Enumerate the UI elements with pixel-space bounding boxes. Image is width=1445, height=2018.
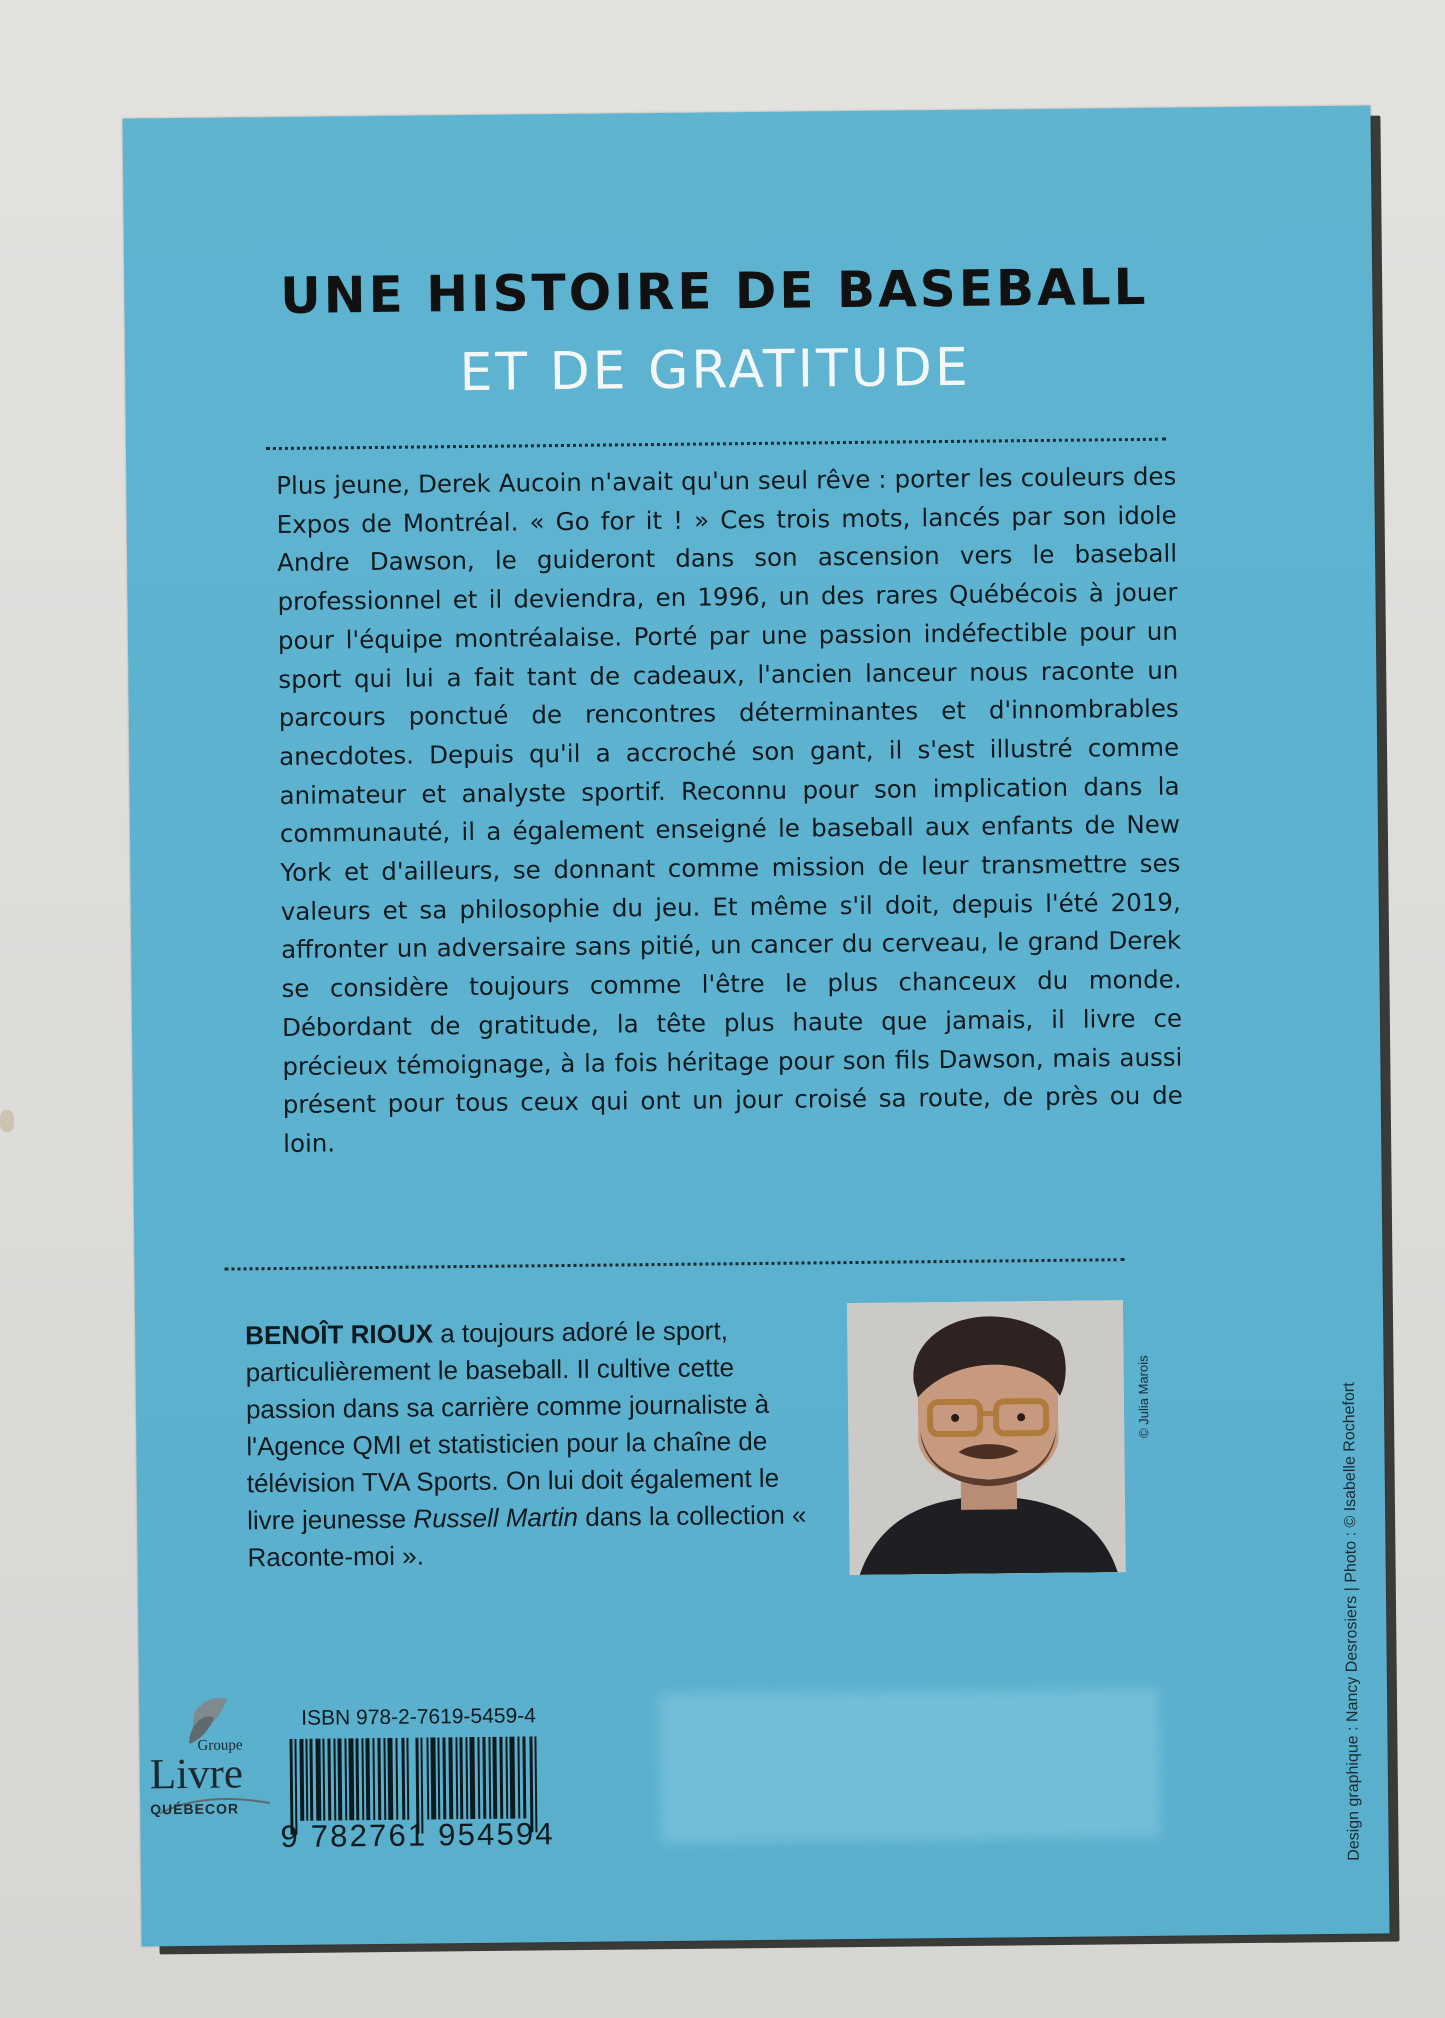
book-back-cover [122,106,1389,1947]
dotted-divider-bottom [225,1258,1125,1270]
isbn-number: ISBN 978-2-7619-5459-4 [301,1704,536,1730]
author-bio-text-1: a toujours adoré le sport, particulièrement le baseball. Il cultive cette passion dans sa carrière comme journaliste à l'Agence QMI et statisticien pour la chaîne de télévision TVA Sports. On lui doit également le livre jeunesse [245,1315,780,1536]
title-main: UNE HISTOIRE DE BASEBALL [279,257,1149,325]
photo-credit: © Julia Marois [1135,1355,1152,1439]
author-photo [847,1300,1126,1575]
author-book-title: Russell Martin [413,1501,579,1534]
book-blurb: Plus jeune, Derek Aucoin n'avait qu'un seul rêve : porter les couleurs des Expos de Montréal. « Go for it ! » Ces trois mots, lancés par son idole Andre Dawson, le guideront dans son ascension vers le baseball professionnel et il deviendra, en 1996, un des rares Québécois à jouer pour l'équipe montréalaise. Porté par une passion indéfectible pour un sport qui lui a fait tant de cadeaux, l'ancien lanceur nous raconte un parcours ponctué de rencontres déterminantes et d'innombrables anecdotes. Depuis qu'il a accroché son gant, il s'est illustré comme animateur et analyste sportif. Reconnu pour son implication dans la communauté, il a également enseigné le baseball aux enfants de New York et d'ailleurs, se donnant comme mission de leur transmettre ses valeurs et sa philosophie du jeu. Et même s'il doit, depuis l'été 2019, affronter un adversaire sans pitié, un cancer du cerveau, le grand Derek se considère toujours comme l'être le plus chanceux du monde. Débordant de gratitude, la tête plus haute que jamais, il livre ce précieux témoignage, à la fois héritage pour son fils Dawson, mais aussi présent pour tous ceux qui ont un jour croisé sa route, de près ou de loin. [276,461,1183,1158]
publisher-groupe: Groupe [197,1737,243,1754]
author-bio-text-2: dans la collection « Raconte-moi ». [247,1499,807,1573]
publisher-livre: Livre [149,1750,244,1799]
author-portrait-icon [847,1300,1126,1575]
author-name: BENOÎT RIOUX [245,1318,434,1351]
author-bio [245,1311,828,1576]
title-sub: ET DE GRATITUDE [459,337,972,404]
dotted-divider-top [266,438,1166,450]
glare-patch [659,1688,1161,1843]
publisher-quebecor: QUÉBECOR [150,1800,240,1818]
design-credit: Design graphique : Nancy Desrosiers | Photo : © Isabelle Rochefort [1340,1382,1363,1861]
table-scuff-mark [0,1110,14,1132]
barcode-digits: 9 782761 954594 [280,1816,555,1855]
